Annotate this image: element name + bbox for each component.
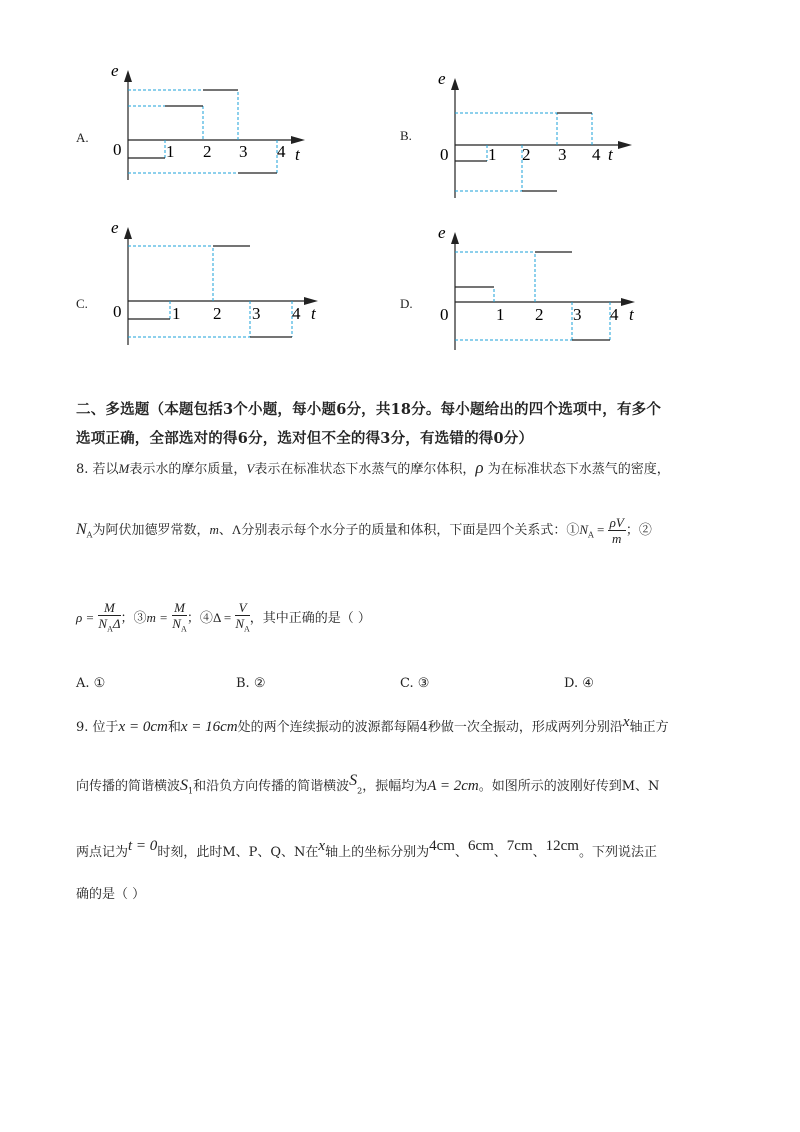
q8-formula-1 — [608, 515, 626, 546]
q8-text: ；④ — [186, 610, 213, 626]
q8-text: 为在标准状态下水蒸气的密度， — [487, 462, 670, 477]
option-b-label: B. — [400, 128, 412, 143]
q8-var-NA-sub: A — [86, 530, 93, 540]
graph-c-axis-x: t — [311, 304, 316, 323]
q8-f4-den-sub: A — [243, 624, 250, 634]
q8-text: ；③ — [120, 610, 147, 626]
q9-text: 轴正方 — [629, 720, 669, 735]
q9-x16: x = 16cm — [180, 719, 238, 735]
graph-b-axis-y: e — [438, 69, 446, 88]
graph-d-tick-4: 4 — [610, 305, 619, 324]
q9-line-2 — [76, 772, 659, 796]
graph-a-tick-3: 3 — [239, 142, 248, 161]
q8-choice-d[interactable]: D. ④ — [564, 676, 594, 691]
graph-a-origin: 0 — [113, 140, 122, 159]
q8-var-lambda: Λ — [231, 522, 242, 537]
q8-formula-4 — [235, 600, 249, 637]
q9-text: 、 — [454, 845, 468, 860]
graph-c-tick-2: 2 — [213, 304, 222, 323]
q8-var-V: V — [246, 461, 255, 476]
graph-a-tick-2: 2 — [203, 142, 212, 161]
q8-f2-lhs: ρ = — [76, 609, 95, 625]
q9-text: 。下列说法正 — [578, 845, 657, 860]
graph-c-tick-3: 3 — [252, 304, 261, 323]
q9-S2: S — [349, 772, 358, 789]
q9-text: 9. 位于 — [76, 720, 119, 735]
graph-a-tick-4: 4 — [277, 142, 286, 161]
q8-text: 为阿伏加德罗常数， — [92, 523, 210, 538]
q9-coord-4: 12cm — [545, 838, 579, 854]
q8-var-m: m — [209, 522, 219, 537]
q9-x: x — [622, 714, 630, 730]
q8-f1-num: ρV — [609, 515, 624, 530]
q8-f3-den: N — [172, 616, 181, 631]
section-heading-line-1: 二、多选题（本题包括3个小题，每小题6分，共18分。每小题给出的四个选项中，有多个 — [76, 401, 662, 418]
graph-d — [432, 222, 662, 362]
graph-c — [105, 215, 335, 355]
graph-a-tick-1: 1 — [166, 142, 175, 161]
q9-line-4: 确的是（ ） — [76, 887, 146, 902]
option-d-label: D. — [400, 296, 413, 311]
q9-text: 时刻，此时M、P、Q、N在 — [157, 845, 319, 860]
q8-f3-den-sub: A — [180, 624, 187, 634]
q9-text: 。如图所示的波刚好传到M、N — [478, 779, 660, 794]
q9-line-1 — [76, 714, 669, 736]
graph-b-origin: 0 — [440, 145, 449, 164]
q8-text: 表示水的摩尔质量， — [129, 462, 247, 477]
q8-choice-c[interactable]: C. ③ — [400, 676, 430, 691]
graph-a-axis-x: t — [295, 145, 300, 164]
graph-d-axis-x: t — [629, 305, 634, 324]
q8-text: 表示在标准状态下水蒸气的摩尔体积， — [254, 462, 476, 477]
q9-text: 处的两个连续振动的波源都每隔4秒做一次全振动，形成两列分别沿 — [237, 720, 623, 735]
q9-text: ，振幅均为 — [362, 779, 428, 794]
q8-var-rho: ρ — [475, 458, 484, 477]
q8-f2-den-sub: A — [107, 624, 113, 634]
graph-b-tick-1: 1 — [488, 145, 497, 164]
graph-c-axis-y: e — [111, 218, 119, 237]
q9-x0: x = 0cm — [118, 719, 168, 735]
graph-b-axis-x: t — [608, 145, 613, 164]
q9-text: 向传播的简谐横波 — [76, 779, 181, 794]
q9-S1: S — [180, 777, 189, 794]
q8-text: ，其中正确的是（ ） — [249, 610, 371, 626]
graph-a — [105, 60, 325, 200]
graph-b-tick-3: 3 — [558, 145, 567, 164]
q8-f3-lhs: m = — [146, 609, 168, 625]
graph-c-origin: 0 — [113, 302, 122, 321]
graph-c-tick-1: 1 — [172, 304, 181, 323]
q8-text: ；② — [625, 523, 652, 538]
q8-formula-3 — [172, 600, 187, 637]
q8-text: 8. 若以 — [76, 462, 119, 477]
graph-d-tick-1: 1 — [496, 305, 505, 324]
q8-f4-num: V — [235, 600, 249, 616]
q9-text: 轴上的坐标分别为 — [325, 845, 430, 860]
q9-text: 、 — [493, 845, 507, 860]
q9-coord-1: 4cm — [429, 838, 455, 854]
q9-amplitude: A = 2cm — [427, 778, 479, 794]
q8-f2-den-tail: Δ — [112, 616, 121, 631]
graph-d-tick-2: 2 — [535, 305, 544, 324]
graph-a-axis-y: e — [111, 61, 119, 80]
graph-c-tick-4: 4 — [292, 304, 301, 323]
q8-f4-lhs: Δ = — [212, 609, 232, 625]
q8-text: 、 — [218, 523, 232, 538]
q8-var-M: M — [118, 461, 130, 476]
option-a-label: A. — [76, 130, 89, 145]
q8-var-NA: N — [76, 521, 87, 538]
q8-line-2: $N_A$为阿伏加德罗常数，m、Λ分别表示每个水分子的质量和体积，下面是四个关系式：$①N_A$ = $\frac{\rho V}{m}$ ；② — [76, 515, 652, 546]
q8-line-3 — [76, 600, 371, 637]
q8-choice-a[interactable]: A. ① — [76, 676, 106, 691]
q8-line-1 — [76, 458, 670, 478]
q8-f2-den: N — [98, 616, 108, 631]
q9-S1-sub: 1 — [188, 786, 194, 796]
q9-text: 、 — [532, 845, 546, 860]
q8-f4-den: N — [235, 616, 244, 631]
graph-d-origin: 0 — [440, 305, 449, 324]
graph-b-tick-4: 4 — [592, 145, 601, 164]
option-c-label: C. — [76, 296, 88, 311]
section-heading-line-2: 选项正确，全部选对的得6分，选对但不全的得3分，有选错的得0分） — [76, 430, 534, 447]
q9-line-3 — [76, 838, 657, 860]
q9-text: 两点记为 — [76, 845, 129, 860]
graph-d-tick-3: 3 — [573, 305, 582, 324]
q8-f1-den: m — [612, 531, 622, 546]
q9-S2-sub: 2 — [357, 786, 363, 796]
graph-b — [432, 68, 652, 208]
q9-coord-3: 7cm — [506, 838, 533, 854]
q8-text: 分别表示每个水分子的质量和体积，下面是四个关系式：① — [241, 523, 580, 538]
q8-choice-b[interactable]: B. ② — [236, 676, 266, 691]
q9-x: x — [318, 838, 326, 854]
graph-d-axis-y: e — [438, 223, 446, 242]
q9-text: 和 — [167, 720, 181, 735]
q8-f2-num: M — [98, 600, 120, 616]
q8-f1-lhs-sub: A — [588, 530, 594, 540]
q9-coord-2: 6cm — [467, 838, 494, 854]
q8-formula-2 — [98, 600, 120, 637]
q8-f3-num: M — [174, 600, 185, 615]
q9-t0: t = 0 — [128, 838, 158, 854]
graph-b-tick-2: 2 — [522, 145, 531, 164]
q8-f1-lhs: N — [579, 522, 588, 537]
q9-text: 和沿负方向传播的简谐横波 — [193, 779, 350, 794]
